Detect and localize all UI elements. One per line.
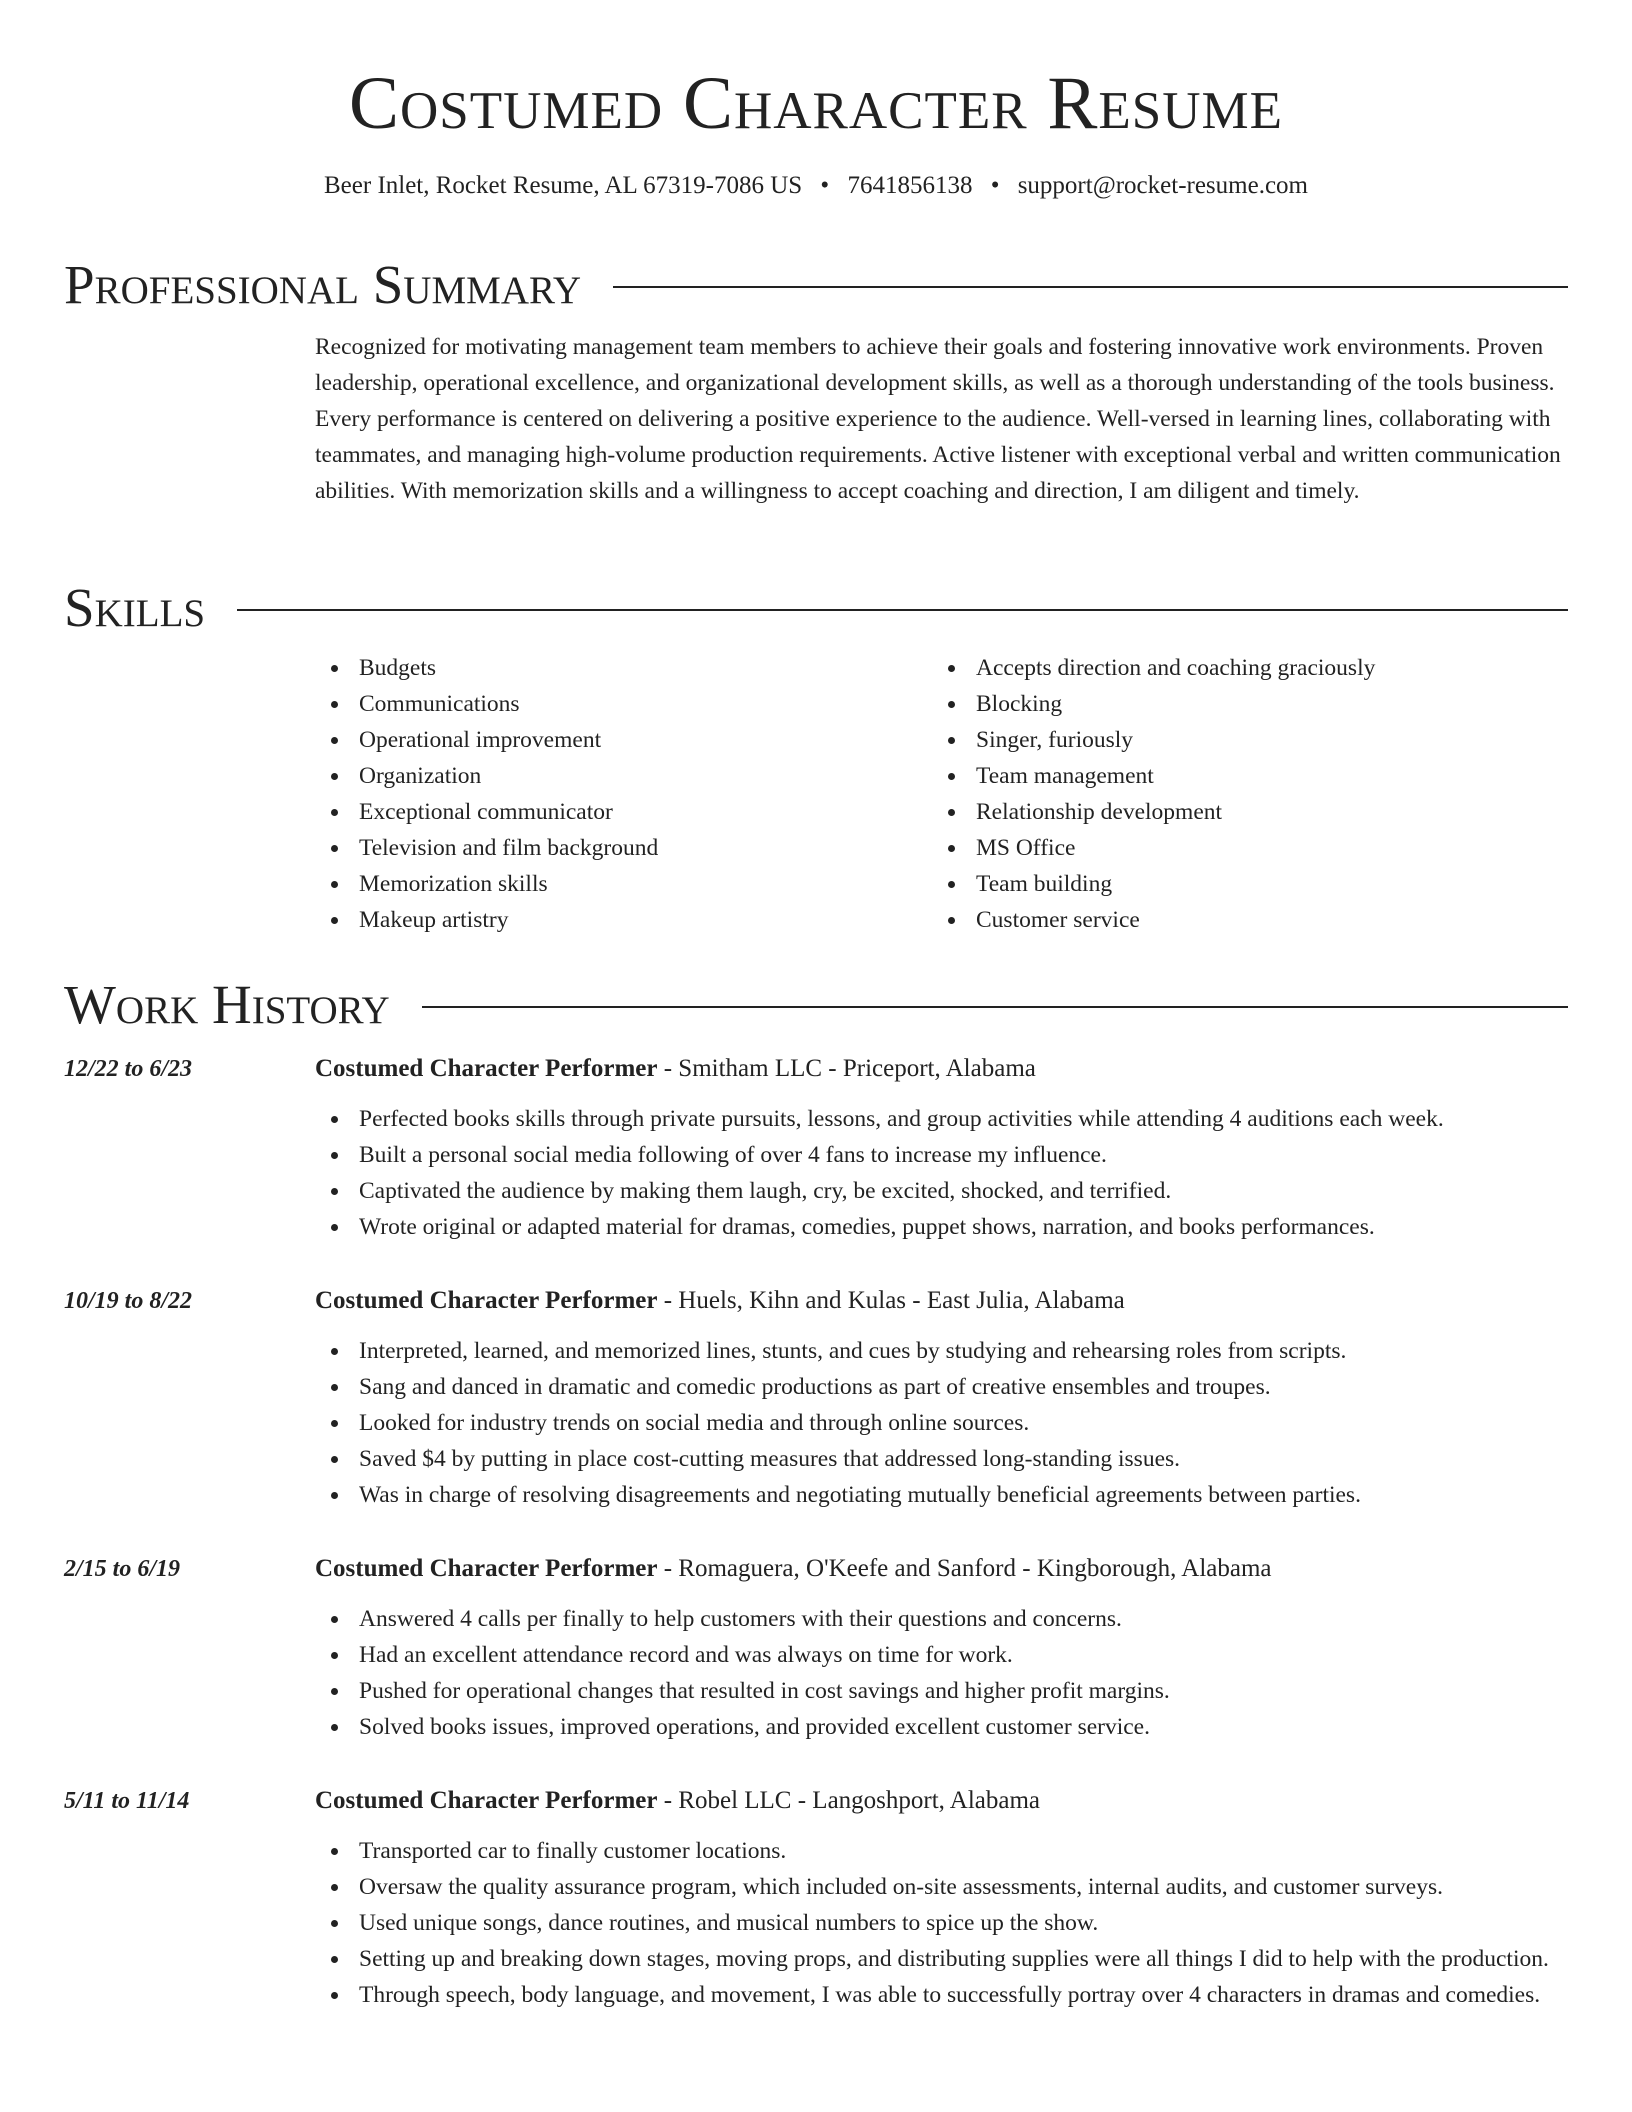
job-bullet: Wrote original or adapted material for dramas, comedies, puppet shows, narration, and books performances. <box>315 1209 1568 1245</box>
job-company-location: - Huels, Kihn and Kulas - East Julia, Alabama <box>657 1287 1125 1314</box>
skills-heading <box>64 576 1568 640</box>
section-divider <box>237 609 1568 611</box>
job-title: Costumed Character Performer <box>315 1555 658 1582</box>
job-bullet-list <box>315 1101 1568 1245</box>
skill-item: Blocking <box>932 686 1549 722</box>
job-title: Costumed Character Performer <box>315 1787 658 1814</box>
skill-item: MS Office <box>932 830 1549 866</box>
job-title: Costumed Character Performer <box>315 1287 658 1314</box>
contact-separator: • <box>990 172 1000 199</box>
job-company-location: - Romaguera, O'Keefe and Sanford - Kingborough, Alabama <box>657 1555 1272 1582</box>
job-info <box>315 1783 1040 1819</box>
contact-separator: • <box>820 172 830 199</box>
job-bullet: Pushed for operational changes that resulted in cost savings and higher profit margins. <box>315 1673 1568 1709</box>
summary-text: Recognized for motivating management team members to achieve their goals and fostering innovative work environments. Proven leadership, operational excellence, and organizational development skills, as well as a thorough understanding of the tools business. Every performance is centered on delivering a positive experience to the audience. Well-versed in learning lines, collaborating with teammates, and managing high-volume production requirements. Active listener with exceptional verbal and written communication abilities. With memorization skills and a willingness to accept coaching and direction, I am diligent and timely. <box>315 334 1561 504</box>
work-heading <box>64 973 1568 1037</box>
work-title: Work History <box>64 974 390 1035</box>
skill-item: Team building <box>932 866 1549 902</box>
skills-column-right <box>932 650 1549 938</box>
job-bullet: Perfected books skills through private pursuits, lessons, and group activities while attending 4 auditions each week. <box>315 1101 1568 1137</box>
skill-item: Customer service <box>932 902 1549 938</box>
skill-item: Singer, furiously <box>932 722 1549 758</box>
job-bullet: Answered 4 calls per finally to help customers with their questions and concerns. <box>315 1601 1568 1637</box>
contact-phone: 7641856138 <box>847 172 973 199</box>
job-info <box>315 1551 1272 1587</box>
resume-name: Costumed Character Resume <box>349 62 1283 145</box>
summary-title: Professional Summary <box>64 254 582 315</box>
job-bullet-list <box>315 1833 1568 2013</box>
skill-item: Exceptional communicator <box>315 794 932 830</box>
job-bullet: Was in charge of resolving disagreements and negotiating mutually beneficial agreements between parties. <box>315 1477 1568 1513</box>
job-title: Costumed Character Performer <box>315 1055 658 1082</box>
section-divider <box>613 286 1568 288</box>
skill-item: Operational improvement <box>315 722 932 758</box>
contact-email: support@rocket-resume.com <box>1017 172 1308 199</box>
skill-item: Makeup artistry <box>315 902 932 938</box>
job-bullet: Had an excellent attendance record and was always on time for work. <box>315 1637 1568 1673</box>
job-dates: 10/19 to 8/22 <box>64 1288 193 1314</box>
job-bullet: Oversaw the quality assurance program, which included on-site assessments, internal audits, and customer surveys. <box>315 1869 1568 1905</box>
job-bullet: Sang and danced in dramatic and comedic productions as part of creative ensembles and troupes. <box>315 1369 1568 1405</box>
job-dates: 5/11 to 11/14 <box>64 1788 190 1814</box>
skill-item: Communications <box>315 686 932 722</box>
skill-item: Memorization skills <box>315 866 932 902</box>
job-info <box>315 1051 1036 1087</box>
contact-address: Beer Inlet, Rocket Resume, AL 67319-7086 US <box>324 172 803 199</box>
job-company-location: - Robel LLC - Langoshport, Alabama <box>657 1787 1041 1814</box>
job-bullet: Setting up and breaking down stages, moving props, and distributing supplies were all things I did to help with the production. <box>315 1941 1568 1977</box>
job-bullet: Looked for industry trends on social media and through online sources. <box>315 1405 1568 1441</box>
skill-item: Team management <box>932 758 1549 794</box>
job-header <box>64 1551 1568 1587</box>
job-bullet: Used unique songs, dance routines, and musical numbers to spice up the show. <box>315 1905 1568 1941</box>
skill-item: Television and film background <box>315 830 932 866</box>
job-bullet: Built a personal social media following of over 4 fans to increase my influence. <box>315 1137 1568 1173</box>
job-dates: 2/15 to 6/19 <box>64 1556 181 1582</box>
skill-item: Relationship development <box>932 794 1549 830</box>
skills-column-left <box>315 650 932 938</box>
job-bullet-list <box>315 1601 1568 1745</box>
skill-item: Accepts direction and coaching graciously <box>932 650 1549 686</box>
work-history-list <box>64 1051 1568 2013</box>
job-bullet: Through speech, body language, and movement, I was able to successfully portray over 4 characters in dramas and comedies. <box>315 1977 1568 2013</box>
job-entry <box>64 1283 1568 1513</box>
job-entry <box>64 1551 1568 1745</box>
skills-grid <box>315 650 1568 938</box>
work-section <box>64 973 1568 2013</box>
skill-item: Organization <box>315 758 932 794</box>
summary-section <box>64 253 1568 509</box>
job-bullet: Saved $4 by putting in place cost-cutting measures that addressed long-standing issues. <box>315 1441 1568 1477</box>
job-bullet: Transported car to finally customer locations. <box>315 1833 1568 1869</box>
job-header <box>64 1783 1568 1819</box>
job-bullet: Interpreted, learned, and memorized lines, stunts, and cues by studying and rehearsing roles from scripts. <box>315 1333 1568 1369</box>
job-bullet: Solved books issues, improved operations, and provided excellent customer service. <box>315 1709 1568 1745</box>
job-entry <box>64 1051 1568 1245</box>
job-header <box>64 1051 1568 1087</box>
skill-item: Budgets <box>315 650 932 686</box>
job-bullet-list <box>315 1333 1568 1513</box>
summary-heading <box>64 253 1568 317</box>
skills-section <box>64 576 1568 938</box>
job-dates: 12/22 to 6/23 <box>64 1056 193 1082</box>
resume-header <box>0 0 1632 202</box>
contact-line <box>0 170 1632 202</box>
skills-title: Skills <box>64 577 206 638</box>
job-bullet: Captivated the audience by making them laugh, cry, be excited, shocked, and terrified. <box>315 1173 1568 1209</box>
job-company-location: - Smitham LLC - Priceport, Alabama <box>657 1055 1036 1082</box>
section-divider <box>422 1006 1568 1008</box>
job-header <box>64 1283 1568 1319</box>
job-info <box>315 1283 1125 1319</box>
job-entry <box>64 1783 1568 2013</box>
